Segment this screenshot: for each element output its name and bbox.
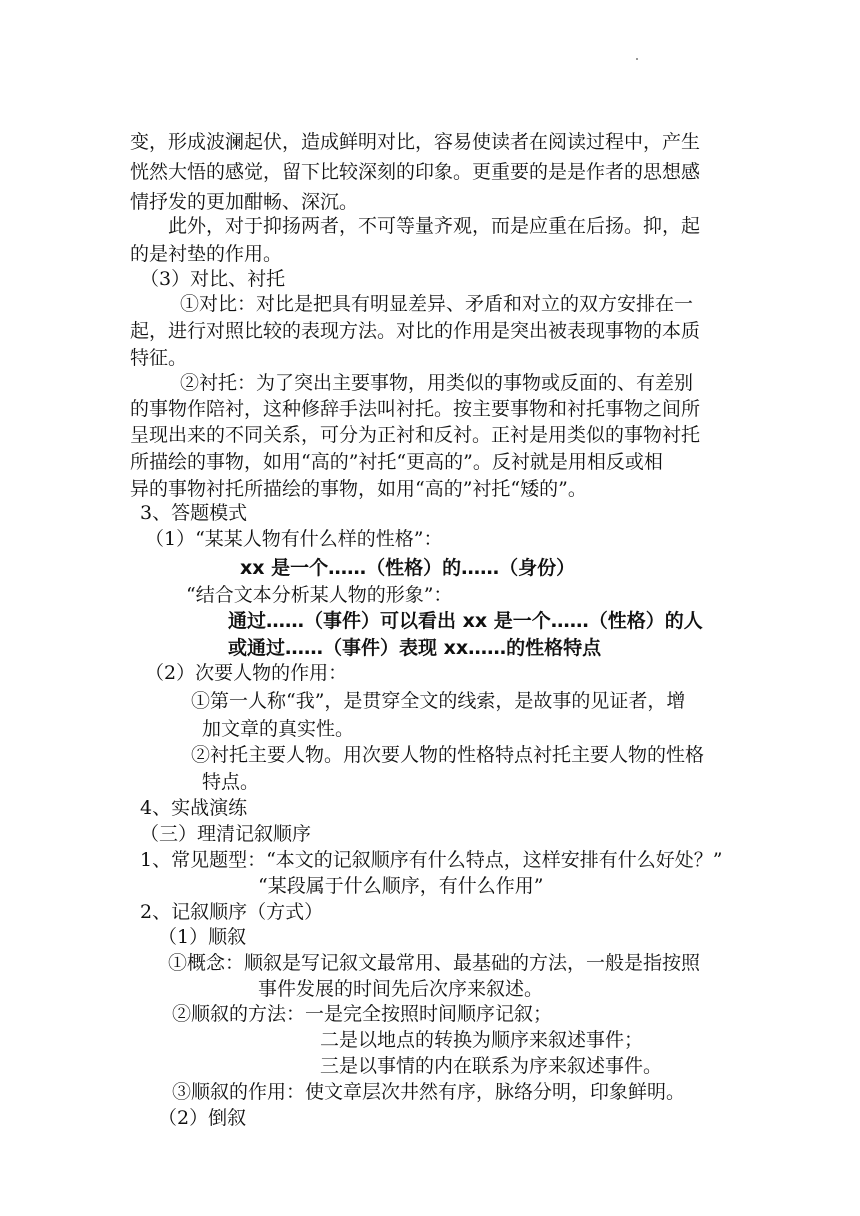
text-line: “结合文本分析某人物的形象”：: [186, 584, 453, 606]
text-line: 起，进行对照比较的表现方法。对比的作用是突出被表现事物的本质: [130, 320, 701, 342]
text-line: “某段属于什么顺序，有什么作用”: [258, 875, 544, 897]
text-line: 变，形成波澜起伏，造成鲜明对比，容易使读者在阅读过程中，产生: [130, 131, 701, 153]
text-line: 呈现出来的不同关系，可分为正衬和反衬。正衬是用类似的事物衬托: [130, 424, 701, 446]
text-line: ②衬托：为了突出主要事物，用类似的事物或反面的、有差别: [180, 372, 694, 394]
text-line: 二是以地点的转换为顺序来叙述事件；: [320, 1029, 644, 1051]
answer-template-line: 通过……（事件）可以看出 xx 是一个……（性格）的人: [228, 610, 703, 632]
text-line: 特点。: [202, 771, 260, 793]
text-line: 的是衬垫的作用。: [130, 243, 283, 265]
text-line: 恍然大悟的感觉，留下比较深刻的印象。更重要的是是作者的思想感: [130, 161, 701, 183]
answer-template-line: 或通过……（事件）表现 xx……的性格特点: [228, 637, 602, 659]
text-line: 加文章的真实性。: [202, 718, 355, 740]
page-mark-dot: [636, 58, 638, 60]
text-line: ③顺叙的作用：使文章层次井然有序，脉络分明，印象鲜明。: [172, 1081, 686, 1103]
text-line: ②顺叙的方法：一是完全按照时间顺序记叙；: [172, 1003, 553, 1025]
text-line: 此外，对于抑扬两者，不可等量齐观，而是应重在后扬。抑，起: [168, 215, 701, 237]
section-heading: （三）理清记叙顺序: [140, 823, 312, 845]
section-heading: （1）顺叙: [158, 926, 247, 948]
text-line: 三是以事情的内在联系为序来叙述事件。: [320, 1055, 663, 1077]
section-heading: 3、答题模式: [140, 502, 248, 524]
text-line: 情抒发的更加酣畅、深沉。: [130, 191, 359, 213]
text-line: 的事物作陪衬，这种修辞手法叫衬托。按主要事物和衬托事物之间所: [130, 398, 701, 420]
text-line: ①概念：顺叙是写记叙文最常用、最基础的方法，一般是指按照: [168, 952, 701, 974]
answer-template-line: xx 是一个……（性格）的……（身份）: [240, 557, 576, 579]
text-line: 事件发展的时间先后次序来叙述。: [258, 978, 544, 1000]
text-line: 特征。: [130, 347, 188, 369]
text-line: （1）“某某人物有什么样的性格”：: [145, 528, 443, 550]
text-line: 异的事物衬托所描绘的事物，如用“高的”衬托“矮的”。: [130, 478, 587, 500]
text-line: 1、常见题型：“本文的记叙顺序有什么特点，这样安排有什么好处？”: [140, 849, 723, 871]
text-line: ①对比：对比是把具有明显差异、矛盾和对立的双方安排在一: [180, 293, 694, 315]
text-line: ①第一人称“我”，是贯穿全文的线索，是故事的见证者，增: [191, 690, 686, 712]
text-line: 所描绘的事物，如用“高的”衬托“更高的”。反衬就是用相反或相: [130, 451, 663, 473]
section-heading: （3）对比、衬托: [140, 268, 286, 290]
text-line: （2）次要人物的作用：: [145, 662, 348, 684]
section-heading: 2、记叙顺序（方式）: [140, 901, 324, 923]
section-heading: 4、实战演练: [140, 797, 248, 819]
text-line: ②衬托主要人物。用次要人物的性格特点衬托主要人物的性格: [191, 744, 705, 766]
section-heading: （2）倒叙: [158, 1107, 247, 1129]
